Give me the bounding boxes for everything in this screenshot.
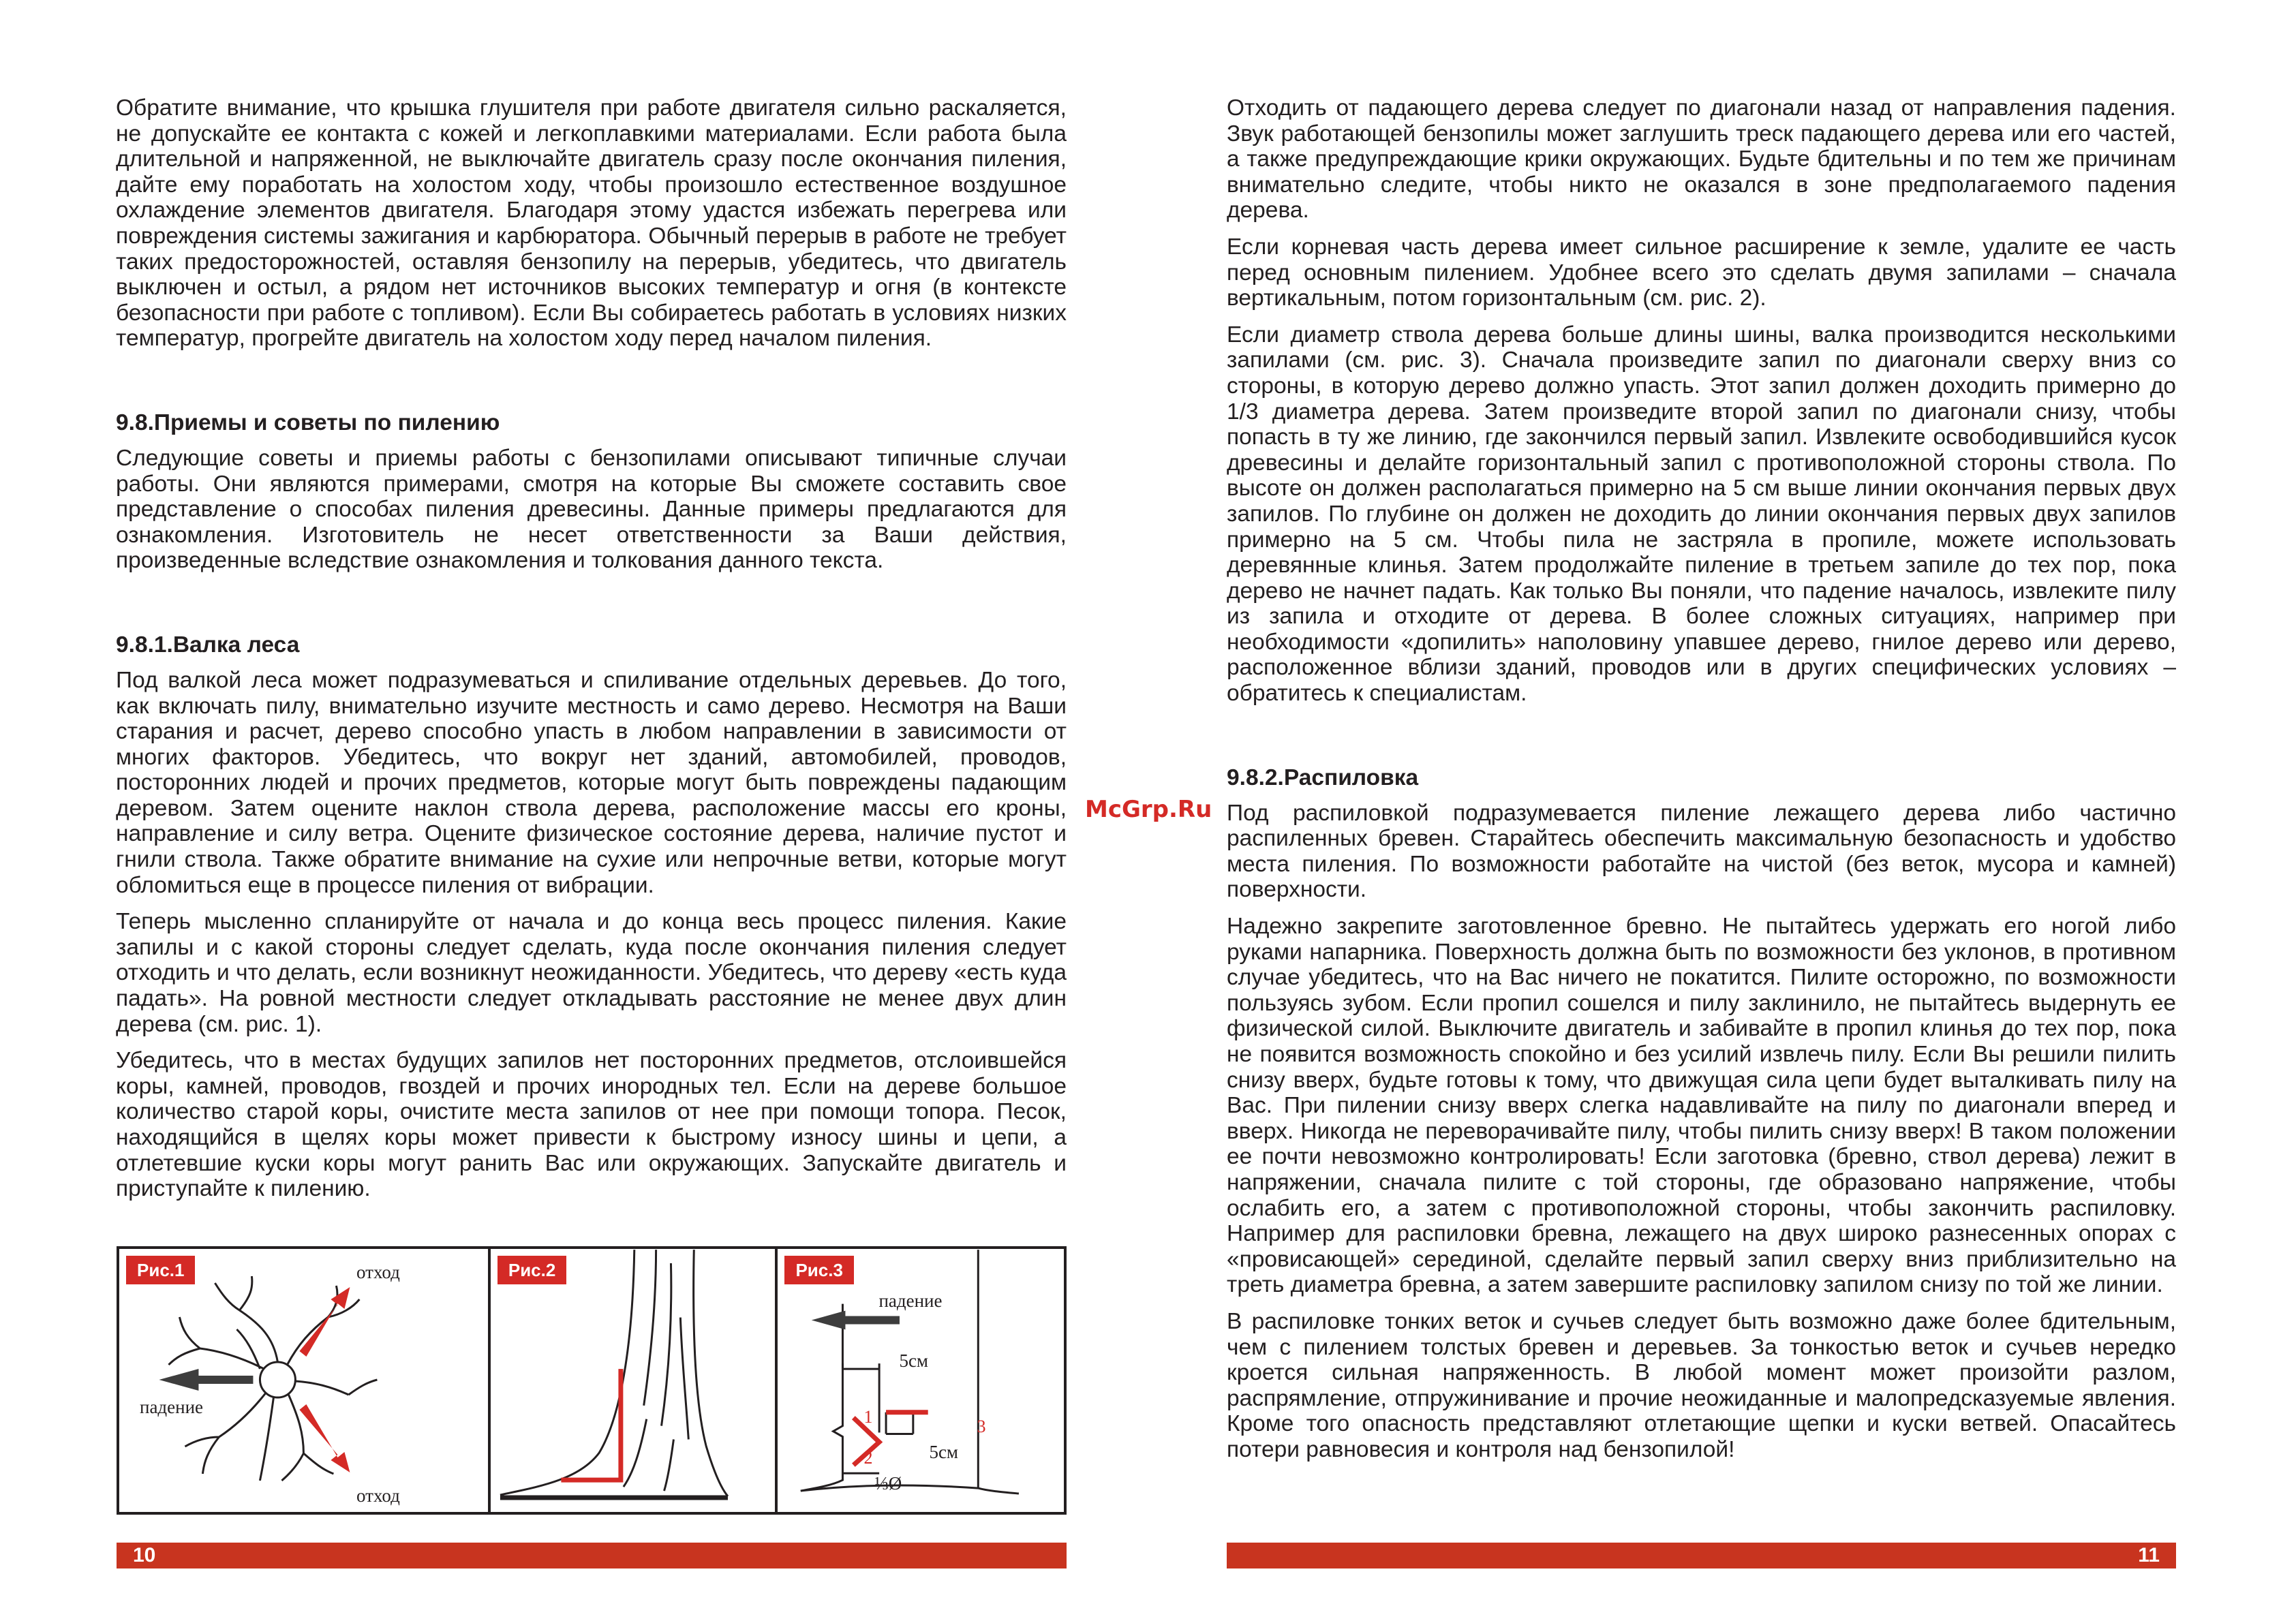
section-9-8-1-title: 9.8.1.Валка леса [116, 632, 300, 658]
trunk-outline [801, 1250, 1019, 1494]
intro-paragraph: Обратите внимание, что крышка глушителя при работе двигателя сильно раскаляется, не допускайте ее контакта с кожей и легкоплавкими материалами. Если работа была длительной и напряженной, не выключайте двигатель сразу после окончания пиления, дайте ему поработать на холостом ходу, чтобы произошло естественное воздушное охлаждение элементов двигателя. Благодаря этому удастся избежать перегрева или повреждения системы зажигания и карбюратора. Обычный перерыв в работе не требует таких предосторожностей, оставляя бензопилу на перерыв, убедитесь, что двигатель выключен и остыл, а рядом нет источников высоких температур и огня (в контексте безопасности при работе с топливом). Если Вы собираетесь работать в условиях низких температур, прогрейте двигатель на холостом ходу перед началом пиления. [116, 95, 1067, 352]
left-page-footer [117, 1543, 1067, 1568]
section-9-8-paragraph: Следующие советы и приемы работы с бензопилами описывают типичные случаи работы. Они являются примерами, смотря на которые Вы сможете составить свое представление о способах пиления древесины. Данные примеры предлагаются для ознакомления. Изготовитель не несет ответственности за Ваши действия, произведенные вследствие ознакомления и толкования данного текста. [116, 445, 1067, 574]
fig3-cut-2: 2 [863, 1448, 873, 1468]
right-page-text [1227, 95, 2176, 1474]
retreat-arrows [299, 1287, 350, 1472]
fig3-cut-1: 1 [863, 1407, 873, 1427]
section-9-8-1-paragraph-1: Под валкой леса может подразумеваться и спиливание отдельных деревьев. До того, как включать пилу, внимательно изучите местность и само дерево. Несмотря на Ваши старания и расчет, дерево способно упасть в любом направлении в зависимости от многих факторов. Убедитесь, что вокруг нет зданий, автомобилей, проводов, посторонних людей и прочих предметов, которые могут быть повреждены падающим деревом. Затем оцените наклон ствола дерева, расположение массы его кроны, направление и силу ветра. Оцените физическое состояние дерева, наличие пустот и гнили ствола. Также обратите внимание на сухие или непрочные ветви, которые могут обломиться еще в процессе пиления от вибрации. [116, 667, 1067, 898]
right-paragraph-3: Если диаметр ствола дерева больше длины шины, валка производится несколькими запилами (см. рис. 3). Сначала произведите запил по диагонали сверху вниз со стороны, в которую дерево должно упасть. Этот запил должен доходить примерно до 1/3 диаметра дерева. Затем произведите второй запил по диагонали снизу, чтобы попасть в ту же линию, где закончился первый запил. Извлеките освободившийся кусок древесины и делайте горизонтальный запил с противоположной стороны ствола. По высоте он должен располагаться примерно на 5 см выше линии окончания первых двух запилов. По глубине он должен не доходить до линии окончания первых двух запилов примерно на 5 см. Чтобы пила не застряла в пропиле, можете использовать деревянные клинья. Затем продолжайте пиление в третьем запиле до тех пор, пока дерево не начнет падать. Как только Вы поняли, что падение началось, извлеките пилу из запила и отходите от дерева. В более сложных ситуациях, например при необходимости «допилить» наполовину упавшее дерево, гнилое дерево или дерево, расположенное вблизи зданий, проводов или в других специфических условиях – обратитесь к специалистам. [1227, 322, 2176, 707]
figure-2 [488, 1249, 776, 1512]
fig1-tag: Рис.1 [126, 1256, 195, 1284]
section-9-8-2-paragraph-1: Под распиловкой подразумевается пиление лежащего дерева либо частично распиленных бревен. Старайтесь обеспечить максимальную безопасность и удобство места пиления. По возможности работайте на чистой (без веток, мусора и камней) поверхности. [1227, 800, 2176, 903]
tree-trunk [500, 1250, 728, 1496]
fig1-fall-label: падение [140, 1397, 204, 1417]
fig3-dim-right: 5см [929, 1442, 959, 1462]
figures-strip [117, 1246, 1067, 1515]
right-paragraph-2: Если корневая часть дерева имеет сильное расширение к земле, удалите ее часть перед основным пилением. Удобнее всего это сделать двумя запилами – сначала вертикальным, потом горизонтальным (см. рис. 2). [1227, 234, 2176, 311]
fig1-retreat-bottom-label: отход [356, 1485, 400, 1506]
fig3-dim-bottom: ⅓Ø [874, 1473, 902, 1494]
section-9-8-2-title: 9.8.2.Распиловка [1227, 764, 1419, 790]
fall-arrow [159, 1369, 253, 1391]
figure-1 [119, 1249, 488, 1512]
watermark: McGrp.Ru [1085, 796, 1212, 823]
fig2-drawing [491, 1249, 776, 1512]
fig3-dim-top: 5см [899, 1350, 929, 1371]
left-page-text [116, 95, 1067, 1213]
section-9-8-2-paragraph-3: В распиловке тонких веток и сучьев следует быть возможно даже более бдительным, чем с пилением толстых бревен и деревьев. За тонкостью веток и сучьев нередко кроется сильная напряженность. В любой момент может произойти разлом, распрямление, отпружинивание и прочие неожиданные и малопредсказуемые явления. Кроме того опасность представляют отлетающие щепки и куски ветвей. Опасайтесь потери равновесия и контроля над бензопилой! [1227, 1308, 2176, 1462]
fig3-fall-label: падение [878, 1290, 943, 1311]
fig3-tag: Рис.3 [784, 1256, 853, 1284]
fall-arrow [812, 1311, 900, 1330]
fig2-tag: Рис.2 [498, 1256, 566, 1284]
fig1-retreat-top-label: отход [356, 1262, 400, 1282]
fig3-drawing [778, 1249, 1064, 1512]
right-page-footer [1227, 1543, 2176, 1568]
right-page-number: 11 [2138, 1544, 2160, 1566]
right-paragraph-1: Отходить от падающего дерева следует по диагонали назад от направления падения. Звук работающей бензопилы может заглушить треск падающего дерева или его частей, а также предупреждающие крики окружающих. Будьте бдительны и по тем же причинам внимательно следите, чтобы никто не оказался в зоне предполагаемого падения дерева. [1227, 95, 2176, 223]
fig1-drawing [119, 1249, 488, 1512]
figure-3 [775, 1249, 1064, 1512]
section-9-8-1-paragraph-3: Убедитесь, что в местах будущих запилов нет посторонних предметов, отслоившейся коры, камней, проводов, гвоздей и прочих инородных тел. Если на дереве большое количество старой коры, очистите места запилов от нее при помощи топора. Песок, находящийся в щелях коры может привести к быстрому износу шины и цепи, а отлетевшие куски коры могут ранить Вас или окружающих. Запускайте двигатель и приступайте к пилению. [116, 1048, 1067, 1202]
section-9-8-title: 9.8.Приемы и советы по пилению [116, 409, 500, 435]
section-9-8-2-paragraph-2: Надежно закрепите заготовленное бревно. Не пытайтесь удержать его ногой либо руками напарника. Поверхность должна быть по возможности без уклонов, в противном случае убедитесь, что на Вас ничего не покатится. Пилите осторожно, по возможности пользуясь зубом. Если пропил сошелся и пилу заклинило, не пытайтесь выдернуть ее физической силой. Выключите двигатель и забивайте в пропил клинья до тех пор, пока не появится возможность спокойно и без усилий извлечь пилу. Если Вы решили пилить снизу вверх, будьте готовы к тому, что движущая сила цепи будет выталкивать пилу на Вас. При пилении снизу вверх слегка надавливайте на пилу по диагонали вперед и вверх. Никогда не переворачивайте пилу, чтобы пилить снизу вверх! В таком положении ее почти невозможно контролировать! Если заготовка (бревно, ствол дерева) лежит в напряжении, сначала пилите с той стороны, где образовано напряжение, чтобы ослабить его, а затем с противоположной стороны, чтобы закончить распиловку. Например для распиловки бревна, лежащего на двух широко разнесенных опорах с «провисающей» серединой, сделайте первый запил сверху вниз приблизительно на треть диаметра бревна, а затем завершите распиловку запилом снизу по той же линии. [1227, 914, 2176, 1298]
fig3-cut-3: 3 [977, 1417, 986, 1436]
left-page-number: 10 [133, 1544, 156, 1566]
section-9-8-1-paragraph-2: Теперь мысленно спланируйте от начала и до конца весь процесс пиления. Какие запилы и с какой стороны следует сделать, куда после окончания пиления следует отходить и что делать, если возникнут неожиданности. Убедитесь, что дереву «есть куда падать». На ровной местности следует откладывать расстояние не менее двух длин дерева (см. рис. 1). [116, 909, 1067, 1037]
